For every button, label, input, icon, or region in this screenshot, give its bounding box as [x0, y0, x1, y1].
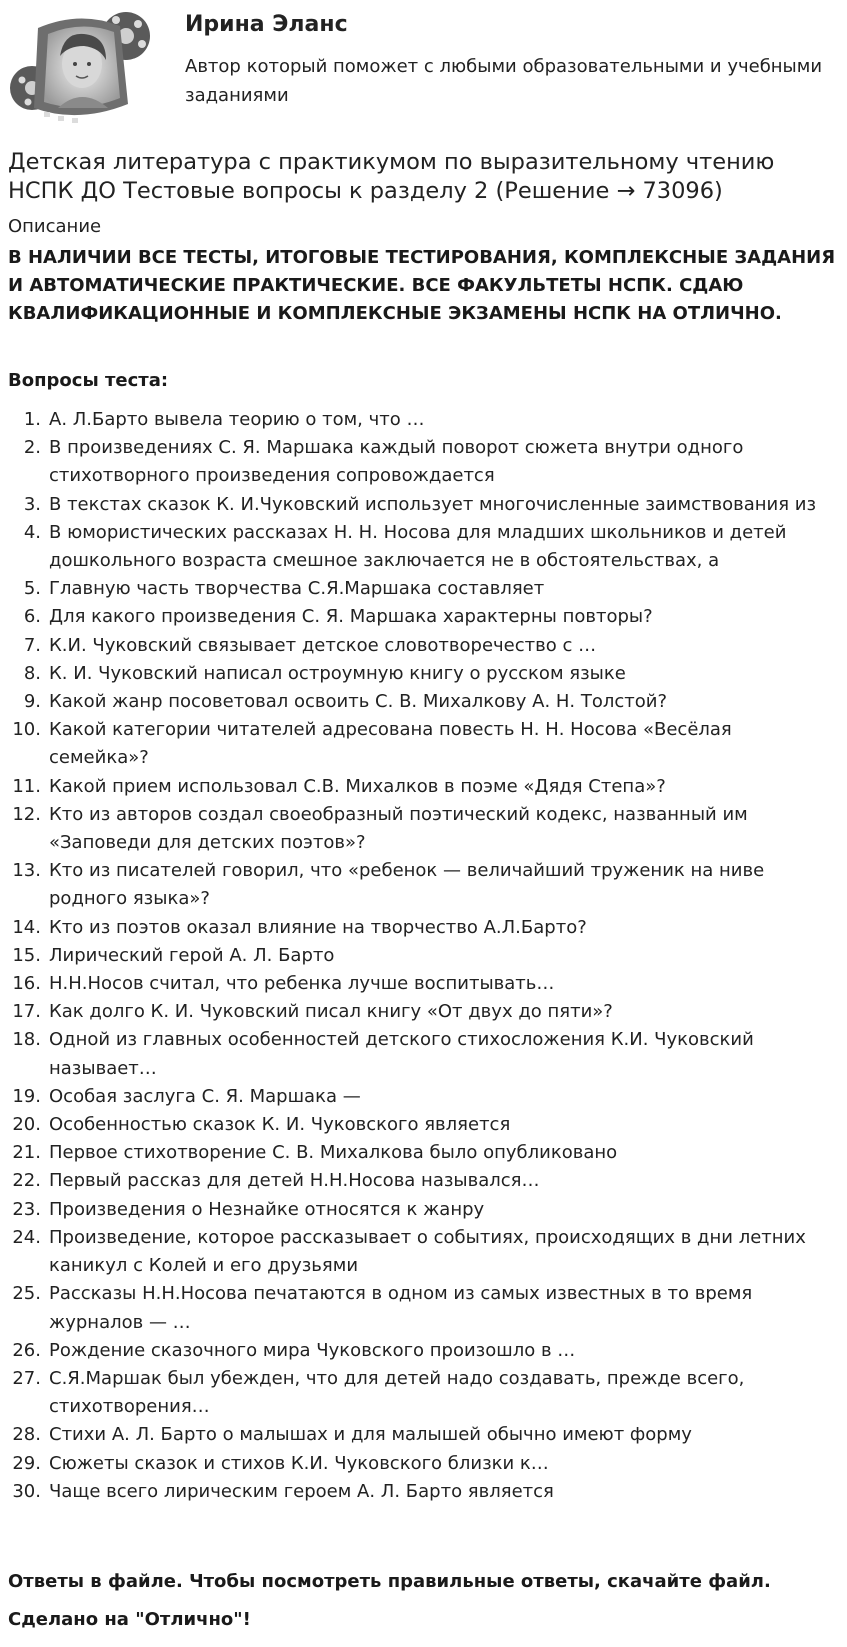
question-text: К. И. Чуковский написал остроумную книгу о русском языке — [49, 662, 626, 684]
question-number: 1. — [23, 409, 41, 430]
question-text: Какой жанр посоветовал освоить С. В. Михалкову А. Н. Толстой? — [49, 691, 668, 713]
question-item — [0, 406, 840, 434]
question-item — [0, 1139, 840, 1167]
question-number: 2. — [23, 437, 41, 459]
author-card — [8, 8, 838, 126]
question-number: 3. — [23, 493, 41, 515]
question-item — [0, 1450, 840, 1478]
question-item — [0, 1196, 840, 1224]
question-text: Рождение сказочного мира Чуковского произошло в … — [49, 1339, 576, 1361]
question-text: Первый рассказ для детей Н.Н.Носова назывался… — [49, 1170, 540, 1192]
question-number: 19. — [12, 1085, 41, 1107]
question-text: Особая заслуга С. Я. Маршака — — [49, 1085, 361, 1107]
question-text: Произведения о Незнайке относятся к жанру — [49, 1198, 485, 1220]
question-item — [0, 688, 840, 716]
question-item — [0, 491, 840, 519]
question-item — [0, 1337, 840, 1365]
question-text: В юмористических рассказах Н. Н. Носова для младших школьников и детей дошкольного возраста смешное заключается не в обстоятельствах, а — [49, 521, 787, 572]
question-text: К.И. Чуковский связывает детское словотворечество с … — [49, 634, 597, 656]
question-text: В произведениях С. Я. Маршака каждый поворот сюжета внутри одного стихотворного произведения сопровождается — [49, 437, 744, 487]
question-number: 12. — [12, 803, 41, 825]
question-text: Произведение, которое рассказывает о событиях, происходящих в дни летних каникул с Колей и его друзьями — [49, 1226, 806, 1277]
question-item — [0, 970, 840, 998]
document-title: Детская литература с практикумом по выразительному чтению НСПК ДО Тестовые вопросы к разделу 2 (Решение → 73096) — [8, 149, 775, 204]
question-number: 5. — [23, 578, 41, 600]
question-item — [0, 1280, 840, 1336]
question-number: 18. — [12, 1029, 41, 1051]
question-text: Первое стихотворение С. В. Михалкова было опубликовано — [49, 1142, 618, 1164]
question-number: 25. — [12, 1283, 41, 1305]
question-item — [0, 1167, 840, 1195]
question-number: 20. — [12, 1114, 41, 1136]
question-item — [0, 1111, 840, 1139]
question-item — [0, 1083, 840, 1111]
done-note: Сделано на "Отлично"! — [8, 1609, 251, 1630]
question-number: 14. — [12, 916, 41, 938]
question-number: 9. — [23, 691, 41, 713]
question-item — [0, 1224, 840, 1280]
questions-list — [0, 406, 840, 1506]
question-text: Одной из главных особенностей детского стихосложения К.И. Чуковский называет… — [49, 1029, 754, 1079]
question-text: Чаще всего лирическим героем А. Л. Барто является — [49, 1480, 554, 1502]
question-item — [0, 998, 840, 1026]
question-item — [0, 1478, 840, 1506]
description-label: Описание — [8, 216, 102, 237]
question-number: 27. — [12, 1367, 41, 1389]
question-number: 7. — [23, 634, 41, 656]
question-item — [0, 660, 840, 688]
question-item — [0, 857, 840, 913]
question-item — [0, 716, 840, 772]
question-item — [0, 1365, 840, 1421]
question-text: Кто из писателей говорил, что «ребенок — величайший труженик на ниве родного языка»? — [49, 860, 765, 910]
question-item — [0, 434, 840, 490]
question-text: Сюжеты сказок и стихов К.И. Чуковского близки к… — [49, 1452, 549, 1474]
question-text: Н.Н.Носов считал, что ребенка лучше воспитывать… — [49, 973, 555, 995]
author-name[interactable]: Ирина Эланс — [185, 12, 348, 37]
question-text: В текстах сказок К. И.Чуковский использует многочисленные заимствования из — [49, 493, 817, 515]
question-text: Кто из поэтов оказал влияние на творчество А.Л.Барто? — [49, 916, 587, 938]
author-avatar[interactable] — [8, 8, 153, 126]
question-number: 24. — [12, 1226, 41, 1248]
question-item — [0, 1026, 840, 1082]
question-text: Лирический герой А. Л. Барто — [49, 944, 335, 966]
question-text: Кто из авторов создал своеобразный поэтический кодекс, названный им «Заповеди для детских поэтов»? — [49, 803, 748, 854]
question-text: А. Л.Барто вывела теорию о том, что … — [49, 409, 425, 430]
question-text: Главную часть творчества С.Я.Маршака составляет — [49, 578, 545, 600]
question-item — [0, 575, 840, 603]
question-text: Как долго К. И. Чуковский писал книгу «От двух до пяти»? — [49, 1001, 613, 1023]
question-text: Особенностью сказок К. И. Чуковского является — [49, 1114, 511, 1136]
question-item — [0, 519, 840, 575]
question-text: Какой категории читателей адресована повесть Н. Н. Носова «Весёлая семейка»? — [49, 719, 732, 769]
question-item — [0, 603, 840, 631]
question-number: 16. — [12, 973, 41, 995]
question-number: 15. — [12, 944, 41, 966]
question-number: 26. — [12, 1339, 41, 1361]
question-text: Стихи А. Л. Барто о малышах и для малышей обычно имеют форму — [49, 1424, 692, 1446]
question-text: Для какого произведения С. Я. Маршака характерны повторы? — [49, 606, 653, 628]
question-item — [0, 801, 840, 857]
question-number: 13. — [12, 860, 41, 882]
question-number: 17. — [12, 1001, 41, 1023]
question-number: 8. — [23, 662, 41, 684]
question-item — [0, 914, 840, 942]
question-number: 22. — [12, 1170, 41, 1192]
description-text: В НАЛИЧИИ ВСЕ ТЕСТЫ, ИТОГОВЫЕ ТЕСТИРОВАНИЯ, КОМПЛЕКСНЫЕ ЗАДАНИЯ И АВТОМАТИЧЕСКИЕ ПРАКТИЧЕСКИЕ. ВСЕ ФАКУЛЬТЕТЫ НСПК. СДАЮ КВАЛИФИКАЦИОННЫЕ И КОМПЛЕКСНЫЕ ЭКЗАМЕНЫ НСПК НА ОТЛИЧНО. — [8, 247, 836, 324]
question-item — [0, 942, 840, 970]
question-number: 28. — [12, 1424, 41, 1446]
question-text: С.Я.Маршак был убежден, что для детей надо создавать, прежде всего, стихотворения… — [49, 1367, 745, 1418]
answers-note: Ответы в файле. Чтобы посмотреть правильные ответы, скачайте файл. — [8, 1571, 771, 1592]
question-number: 6. — [23, 606, 41, 628]
question-number: 23. — [12, 1198, 41, 1220]
question-number: 11. — [12, 775, 41, 797]
question-text: Рассказы Н.Н.Носова печатаются в одном из самых известных в то время журналов — … — [49, 1283, 753, 1333]
question-item — [0, 1421, 840, 1449]
author-bio: Автор который поможет с любыми образовательными и учебными заданиями — [185, 56, 823, 106]
question-number: 4. — [23, 521, 41, 543]
question-number: 30. — [12, 1480, 41, 1502]
questions-heading: Вопросы теста: — [8, 370, 169, 391]
question-number: 29. — [12, 1452, 41, 1474]
question-text: Какой прием использовал С.В. Михалков в поэме «Дядя Степа»? — [49, 775, 666, 797]
question-item — [0, 773, 840, 801]
question-number: 21. — [12, 1142, 41, 1164]
question-number: 10. — [12, 719, 41, 741]
question-item — [0, 632, 840, 660]
